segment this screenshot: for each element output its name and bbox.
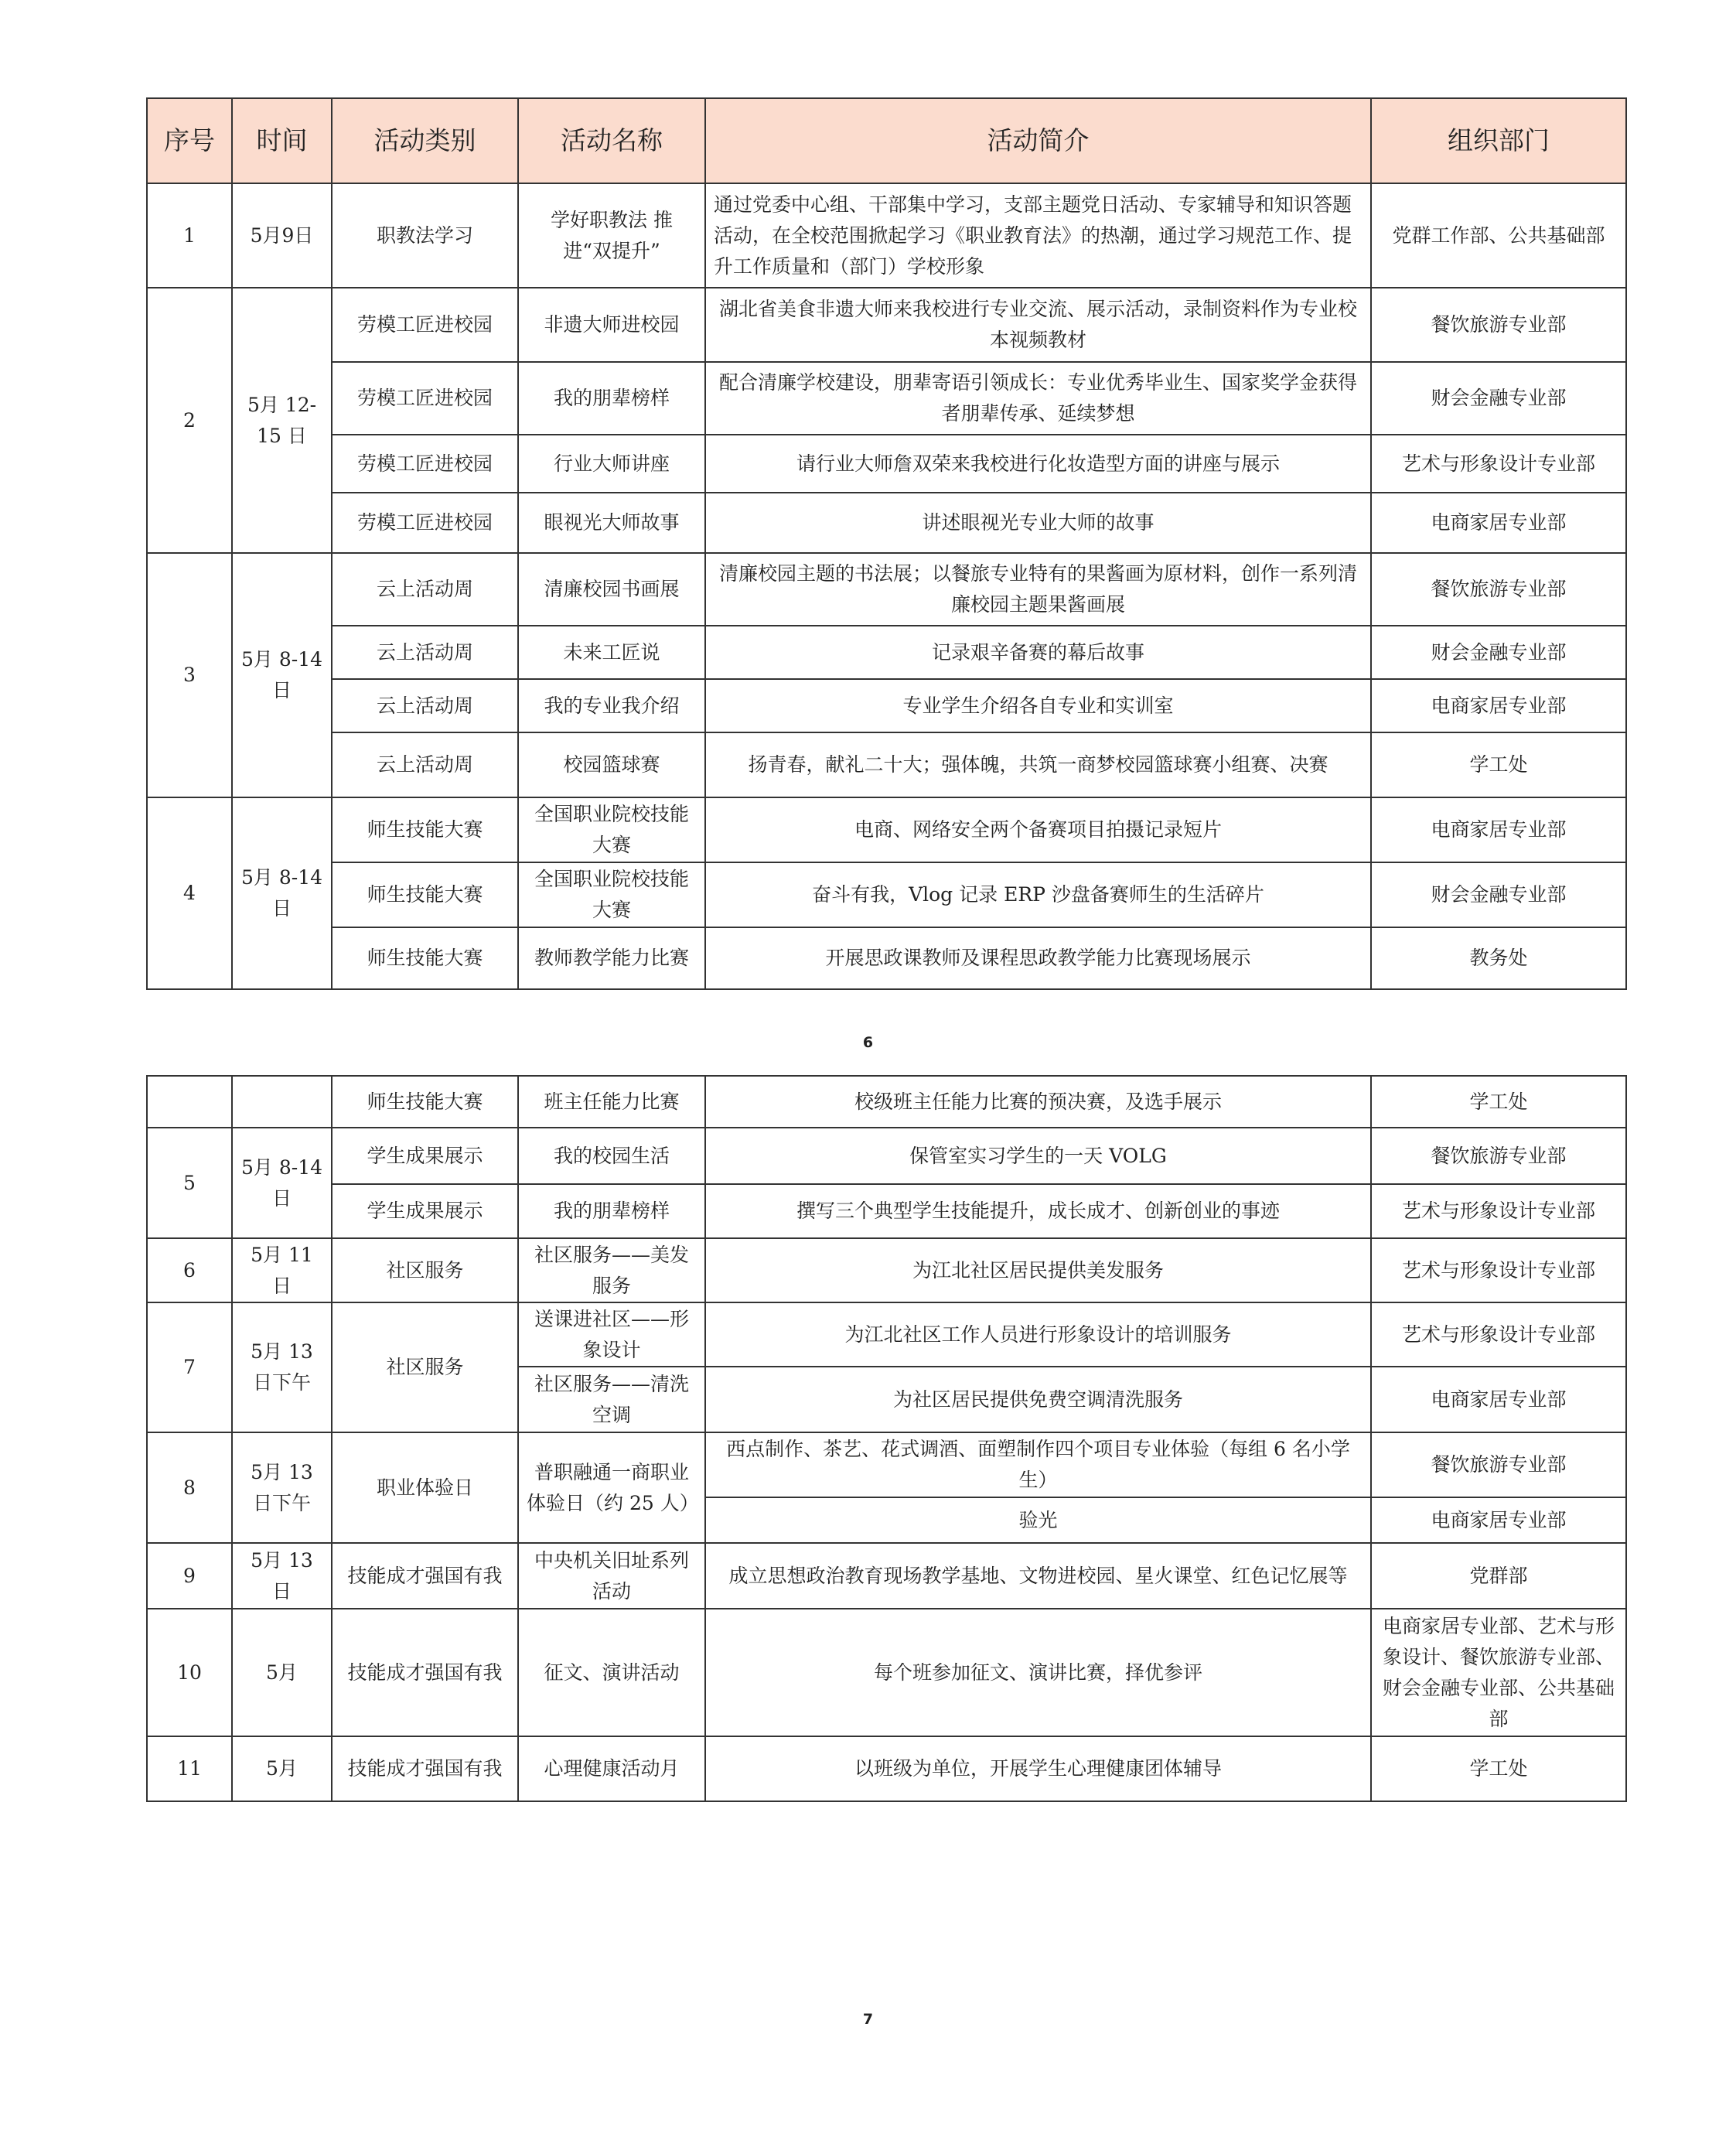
table-row — [147, 1432, 1626, 1497]
table-row — [147, 1076, 1626, 1128]
cell-desc: 为社区居民提供免费空调清洗服务 — [705, 1367, 1371, 1432]
cell-no: 7 — [147, 1302, 232, 1432]
table-row — [147, 1609, 1626, 1736]
cell-name: 社区服务——清洗空调 — [518, 1367, 705, 1432]
table-row — [147, 435, 1626, 493]
cell-desc: 校级班主任能力比赛的预决赛，及选手展示 — [705, 1076, 1371, 1128]
cell-time: 5月 8-14 日 — [232, 553, 332, 797]
cell-desc: 通过党委中心组、干部集中学习，支部主题党日活动、专家辅导和知识答题活动，在全校范围掀起学习《职业教育法》的热潮，通过学习规范工作、提升工作质量和（部门）学校形象 — [705, 183, 1371, 288]
cell-desc: 扬青春，献礼二十大；强体魄，共筑一商梦校园篮球赛小组赛、决赛 — [705, 732, 1371, 797]
header-desc: 活动简介 — [705, 98, 1371, 183]
activity-table-page7 — [146, 1075, 1627, 1802]
table-row — [147, 1736, 1626, 1801]
cell-category: 云上活动周 — [332, 679, 518, 732]
cell-category: 劳模工匠进校园 — [332, 362, 518, 435]
cell-time: 5月 8-14 日 — [232, 797, 332, 989]
cell-dept: 艺术与形象设计专业部 — [1371, 1302, 1626, 1367]
cell-category: 技能成才强国有我 — [332, 1543, 518, 1609]
table-row — [147, 1184, 1626, 1238]
cell-dept: 电商家居专业部 — [1371, 1367, 1626, 1432]
page-number: 6 — [862, 1034, 874, 1051]
table-row — [147, 862, 1626, 927]
cell-dept: 电商家居专业部 — [1371, 797, 1626, 862]
cell-dept: 电商家居专业部、艺术与形象设计、餐饮旅游专业部、财会金融专业部、公共基础部 — [1371, 1609, 1626, 1736]
cell-time: 5月 8-14 日 — [232, 1128, 332, 1238]
cell-no: 9 — [147, 1543, 232, 1609]
table-row — [147, 493, 1626, 553]
table-row — [147, 679, 1626, 732]
cell-category: 云上活动周 — [332, 626, 518, 679]
cell-dept: 电商家居专业部 — [1371, 1497, 1626, 1543]
header-category: 活动类别 — [332, 98, 518, 183]
cell-desc: 西点制作、茶艺、花式调酒、面塑制作四个项目专业体验（每组 6 名小学生） — [705, 1432, 1371, 1497]
cell-desc: 开展思政课教师及课程思政教学能力比赛现场展示 — [705, 927, 1371, 989]
cell-desc: 验光 — [705, 1497, 1371, 1543]
cell-desc: 保管室实习学生的一天 VOLG — [705, 1128, 1371, 1184]
header-no: 序号 — [147, 98, 232, 183]
cell-dept: 学工处 — [1371, 1736, 1626, 1801]
cell-desc: 讲述眼视光专业大师的故事 — [705, 493, 1371, 553]
cell-category: 师生技能大赛 — [332, 862, 518, 927]
page-number: 7 — [862, 2011, 874, 2028]
cell-category: 云上活动周 — [332, 553, 518, 626]
cell-name: 非遗大师进校园 — [518, 288, 705, 362]
cell-no: 10 — [147, 1609, 232, 1736]
cell-time: 5月 12-15 日 — [232, 288, 332, 553]
cell-time: 5月 13 日下午 — [232, 1302, 332, 1432]
cell-time: 5月 13 日 — [232, 1543, 332, 1609]
cell-desc: 为江北社区工作人员进行形象设计的培训服务 — [705, 1302, 1371, 1367]
cell-category: 师生技能大赛 — [332, 797, 518, 862]
cell-no: 1 — [147, 183, 232, 288]
cell-category: 技能成才强国有我 — [332, 1609, 518, 1736]
table-row — [147, 1128, 1626, 1184]
table-row — [147, 626, 1626, 679]
cell-name: 我的朋辈榜样 — [518, 362, 705, 435]
cell-time: 5月 13 日下午 — [232, 1432, 332, 1543]
table-row — [147, 732, 1626, 797]
header-name: 活动名称 — [518, 98, 705, 183]
cell-dept: 餐饮旅游专业部 — [1371, 1432, 1626, 1497]
cell-desc: 清廉校园主题的书法展；以餐旅专业特有的果酱画为原材料，创作一系列清廉校园主题果酱画展 — [705, 553, 1371, 626]
cell-name: 普职融通一商职业体验日（约 25 人） — [518, 1432, 705, 1543]
cell-name: 我的校园生活 — [518, 1128, 705, 1184]
cell-name: 清廉校园书画展 — [518, 553, 705, 626]
cell-name: 行业大师讲座 — [518, 435, 705, 493]
cell-no: 4 — [147, 797, 232, 989]
cell-desc: 电商、网络安全两个备赛项目拍摄记录短片 — [705, 797, 1371, 862]
cell-name: 眼视光大师故事 — [518, 493, 705, 553]
cell-name: 班主任能力比赛 — [518, 1076, 705, 1128]
cell-category: 劳模工匠进校园 — [332, 493, 518, 553]
table-row — [147, 288, 1626, 362]
cell-category: 云上活动周 — [332, 732, 518, 797]
cell-time: 5月 11 日 — [232, 1238, 332, 1302]
cell-name: 我的朋辈榜样 — [518, 1184, 705, 1238]
cell-name: 未来工匠说 — [518, 626, 705, 679]
cell-name: 教师教学能力比赛 — [518, 927, 705, 989]
cell-category: 职业体验日 — [332, 1432, 518, 1543]
cell-category: 师生技能大赛 — [332, 1076, 518, 1128]
cell-category: 学生成果展示 — [332, 1184, 518, 1238]
cell-time — [232, 1076, 332, 1128]
activity-table-page6 — [146, 97, 1627, 990]
cell-dept: 财会金融专业部 — [1371, 362, 1626, 435]
table-row — [147, 362, 1626, 435]
cell-desc: 湖北省美食非遗大师来我校进行专业交流、展示活动，录制资料作为专业校本视频教材 — [705, 288, 1371, 362]
cell-desc: 请行业大师詹双荣来我校进行化妆造型方面的讲座与展示 — [705, 435, 1371, 493]
cell-name: 社区服务——美发服务 — [518, 1238, 705, 1302]
cell-dept: 餐饮旅游专业部 — [1371, 288, 1626, 362]
cell-desc: 奋斗有我，Vlog 记录 ERP 沙盘备赛师生的生活碎片 — [705, 862, 1371, 927]
cell-name: 我的专业我介绍 — [518, 679, 705, 732]
cell-no: 8 — [147, 1432, 232, 1543]
cell-dept: 教务处 — [1371, 927, 1626, 989]
cell-desc: 专业学生介绍各自专业和实训室 — [705, 679, 1371, 732]
cell-no: 6 — [147, 1238, 232, 1302]
cell-dept: 餐饮旅游专业部 — [1371, 553, 1626, 626]
cell-no: 11 — [147, 1736, 232, 1801]
cell-desc: 以班级为单位，开展学生心理健康团体辅导 — [705, 1736, 1371, 1801]
cell-dept: 学工处 — [1371, 1076, 1626, 1128]
table-row — [147, 927, 1626, 989]
cell-name: 全国职业院校技能大赛 — [518, 797, 705, 862]
table-row — [147, 1543, 1626, 1609]
cell-dept: 餐饮旅游专业部 — [1371, 1128, 1626, 1184]
cell-dept: 财会金融专业部 — [1371, 862, 1626, 927]
cell-name: 中央机关旧址系列活动 — [518, 1543, 705, 1609]
cell-dept: 党群工作部、公共基础部 — [1371, 183, 1626, 288]
cell-time: 5月9日 — [232, 183, 332, 288]
cell-name: 征文、演讲活动 — [518, 1609, 705, 1736]
cell-desc: 成立思想政治教育现场教学基地、文物进校园、星火课堂、红色记忆展等 — [705, 1543, 1371, 1609]
cell-desc: 撰写三个典型学生技能提升，成长成才、创新创业的事迹 — [705, 1184, 1371, 1238]
cell-no: 2 — [147, 288, 232, 553]
cell-name: 送课进社区——形象设计 — [518, 1302, 705, 1367]
cell-name: 校园篮球赛 — [518, 732, 705, 797]
cell-desc: 每个班参加征文、演讲比赛，择优参评 — [705, 1609, 1371, 1736]
cell-dept: 财会金融专业部 — [1371, 626, 1626, 679]
cell-dept: 艺术与形象设计专业部 — [1371, 435, 1626, 493]
cell-no: 5 — [147, 1128, 232, 1238]
cell-dept: 艺术与形象设计专业部 — [1371, 1184, 1626, 1238]
header-row — [147, 98, 1626, 183]
cell-dept: 党群部 — [1371, 1543, 1626, 1609]
table-row — [147, 183, 1626, 288]
cell-category: 劳模工匠进校园 — [332, 435, 518, 493]
cell-desc: 配合清廉学校建设，朋辈寄语引领成长：专业优秀毕业生、国家奖学金获得者朋辈传承、延续梦想 — [705, 362, 1371, 435]
cell-name: 学好职教法 推进“双提升” — [518, 183, 705, 288]
header-dept: 组织部门 — [1371, 98, 1626, 183]
table-row — [147, 1238, 1626, 1302]
cell-name: 全国职业院校技能大赛 — [518, 862, 705, 927]
table-row — [147, 797, 1626, 862]
cell-dept: 艺术与形象设计专业部 — [1371, 1238, 1626, 1302]
cell-dept: 学工处 — [1371, 732, 1626, 797]
cell-category: 劳模工匠进校园 — [332, 288, 518, 362]
cell-category: 职教法学习 — [332, 183, 518, 288]
cell-name: 心理健康活动月 — [518, 1736, 705, 1801]
cell-time: 5月 — [232, 1609, 332, 1736]
cell-category: 技能成才强国有我 — [332, 1736, 518, 1801]
cell-dept: 电商家居专业部 — [1371, 493, 1626, 553]
header-time: 时间 — [232, 98, 332, 183]
cell-category: 社区服务 — [332, 1302, 518, 1432]
cell-category: 师生技能大赛 — [332, 927, 518, 989]
cell-no: 3 — [147, 553, 232, 797]
table-row — [147, 1302, 1626, 1367]
cell-time: 5月 — [232, 1736, 332, 1801]
cell-desc: 为江北社区居民提供美发服务 — [705, 1238, 1371, 1302]
table-row — [147, 553, 1626, 626]
cell-category: 学生成果展示 — [332, 1128, 518, 1184]
cell-dept: 电商家居专业部 — [1371, 679, 1626, 732]
cell-no — [147, 1076, 232, 1128]
cell-desc: 记录艰辛备赛的幕后故事 — [705, 626, 1371, 679]
cell-category: 社区服务 — [332, 1238, 518, 1302]
